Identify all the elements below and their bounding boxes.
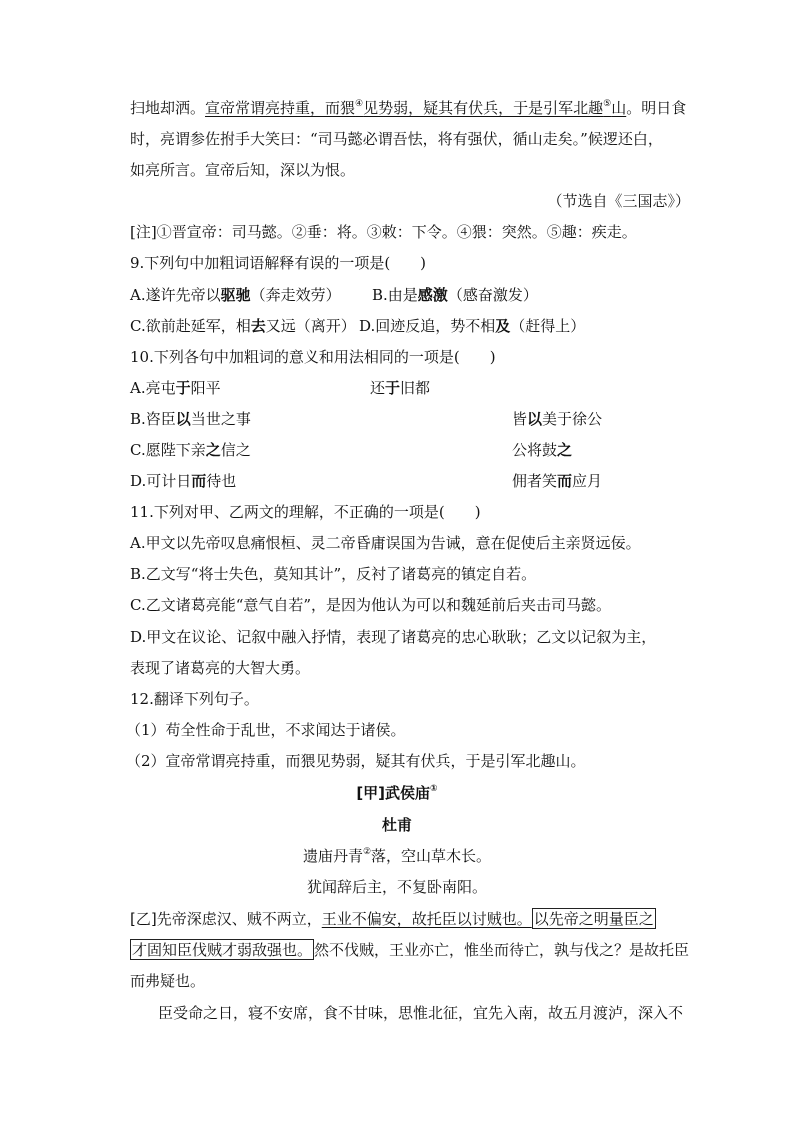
q11-option-b: B.乙文写“将士失色，莫知其计”，反衬了诸葛亮的镇定自若。 (130, 565, 537, 583)
passage-line: 如亮所言。宣帝后知，深以为恨。 (130, 161, 356, 179)
question-9-stem: 9.下列句中加粗词语解释有误的一项是( ) (130, 254, 427, 272)
q10-option-d-right: 佣者笑而应月 (512, 472, 603, 490)
q11-option-a: A.甲文以先帝叹息痛恨桓、灵二帝昏庸误国为告诫，意在促使后主亲贤远佞。 (130, 534, 641, 552)
passage-yi-line: [乙]先帝深虑汉、贼不两立，王业不偏安，故托臣以讨贼也。 以先帝之明量臣之 (130, 910, 654, 928)
passage-yi-line: 才固知臣伐贼才弱敌强也。 然不伐贼，王业亦亡，惟坐而待亡，孰与伐之？是故托臣 (132, 941, 690, 959)
poem-title: [甲]武侯庙① (356, 784, 438, 802)
q11-option-d: D.甲文在议论、记叙中融入抒情，表现了诸葛亮的忠心耿耿；乙文以记叙为主， (130, 628, 657, 646)
poem-line-1: 遗庙丹青②落，空山草木长。 (302, 847, 492, 865)
annotation-notes: [注]①晋宣帝：司马懿。②垂：将。③敕：下令。④猥：突然。⑤趣：疾走。 (130, 223, 637, 241)
q9-option-d: D.回迹反追，势不相及（赶得上） (359, 317, 586, 335)
q9-option-b: B.由是感激（感奋激发） (372, 286, 538, 304)
q10-option-b-left: B.咨臣以当世之事 (130, 410, 251, 428)
q9-option-c: C.欲前赴延军，相去又远（离开） (130, 317, 356, 335)
poem-line-2: 犹闻辞后主，不复卧南阳。 (306, 878, 487, 896)
q10-option-a-left: A.亮屯于阳平 (130, 379, 221, 397)
q11-option-c: C.乙文诸葛亮能“意气自若”，是因为他认为可以和魏延前后夹击司马懿。 (130, 596, 612, 614)
passage-line: 扫地却洒。宣帝常谓亮持重，而猥④见势弱，疑其有伏兵，于是引军北趣⑤山。明日食 (130, 99, 687, 117)
q10-option-b-right: 皆以美于徐公 (512, 410, 603, 428)
q12-sentence-2: （2）宣帝常谓亮持重，而猥见势弱，疑其有伏兵，于是引军北趣山。 (126, 752, 586, 770)
poem-author: 杜甫 (381, 816, 412, 834)
q10-option-c-left: C.愿陛下亲之信之 (130, 441, 251, 459)
passage-line: 时，亮谓参佐拊手大笑曰：“司马懿必谓吾怯，将有强伏，循山走矣。”候逻还白， (130, 130, 663, 148)
q10-option-c-right: 公将鼓之 (512, 441, 573, 459)
q11-option-d-cont: 表现了诸葛亮的大智大勇。 (130, 659, 311, 677)
boxed-text: 才固知臣伐贼才弱敌强也。 (132, 941, 313, 959)
question-10-stem: 10.下列各句中加粗词的意义和用法相同的一项是( ) (130, 348, 496, 366)
q9-option-a: A.遂许先帝以驱驰（奔走效劳） (130, 286, 341, 304)
question-11-stem: 11.下列对甲、乙两文的理解，不正确的一项是( ) (130, 503, 481, 521)
q10-option-a-right: 还于旧都 (370, 379, 431, 397)
q12-sentence-1: （1）苟全性命于乱世，不求闻达于诸侯。 (126, 721, 406, 739)
q10-option-d-left: D.可计日而待也 (130, 472, 237, 490)
passage-yi-line: 而弗疑也。 (130, 972, 206, 990)
passage-yi-line: 臣受命之日，寝不安席，食不甘味，思惟北征，宜先入南，故五月渡泸，深入不 (158, 1004, 684, 1022)
boxed-text: 以先帝之明量臣之 (533, 910, 654, 928)
source-citation: （节选自《三国志》） (547, 192, 690, 210)
question-12-stem: 12.翻译下列句子。 (130, 690, 259, 708)
